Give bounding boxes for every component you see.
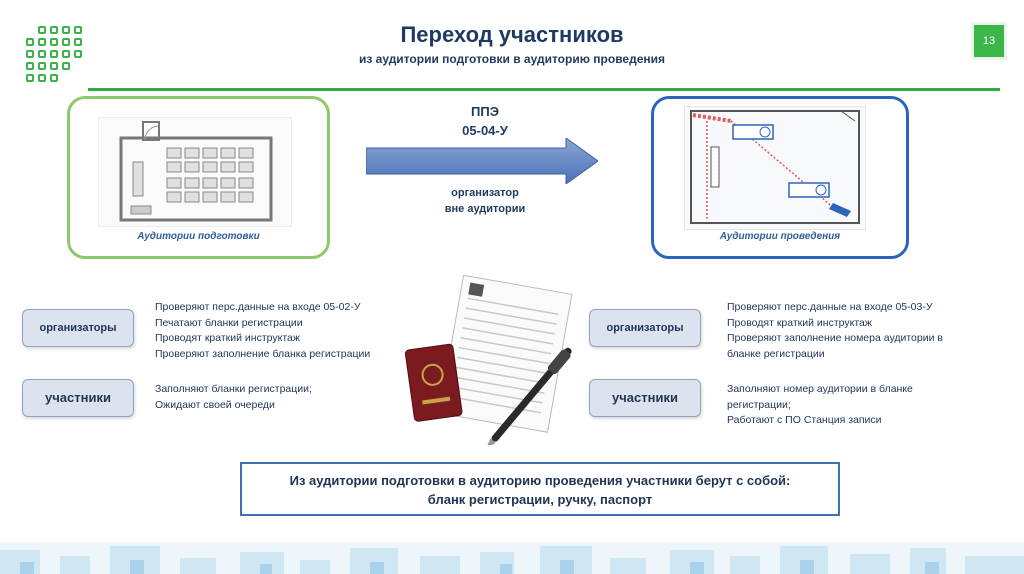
left-participants-label: участники	[22, 379, 134, 417]
left-organizers-label: организаторы	[22, 309, 134, 347]
list-item: Проводят краткий инструктаж	[155, 332, 300, 344]
organizer-outside-line1: организатор	[451, 187, 519, 199]
notice-line-1: Из аудитории подготовки в аудиторию проведения участники берут с собой:	[289, 473, 791, 488]
list-item: Проверяют перс.данные на входе 05-02-У	[155, 301, 361, 313]
exam-room-floorplan-image	[684, 106, 866, 230]
list-item: Проверяют заполнение номера аудитории в	[727, 332, 943, 344]
list-item: Печатают бланки регистрации	[155, 316, 303, 329]
right-participants-label: участники	[589, 379, 701, 417]
header-divider	[88, 88, 1000, 91]
page-title: Переход участников	[400, 22, 624, 47]
right-organizers-label: организаторы	[589, 309, 701, 347]
left-organizers-tasks	[155, 300, 370, 362]
documents-passport-pen-image	[402, 275, 592, 445]
list-item: Проводят краткий инструктаж	[727, 316, 872, 329]
list-item: Ожидают своей очереди	[155, 398, 275, 411]
notice-line-2: бланк регистрации, ручку, паспорт	[427, 492, 653, 507]
right-organizers-tasks	[727, 300, 943, 362]
arrow-right-icon	[366, 138, 598, 184]
ppe-code: 05-04-У	[462, 123, 508, 138]
list-item: Работают с ПО Станция записи	[727, 414, 882, 426]
list-item: бланке регистрации	[727, 347, 825, 360]
organizer-outside-line2: вне аудитории	[444, 203, 526, 215]
prep-room-caption: Аудитории подготовки	[137, 231, 260, 242]
notice-box	[240, 462, 840, 516]
right-participants-tasks	[727, 382, 913, 429]
list-item: Заполняют бланки регистрации;	[155, 383, 312, 395]
page-number-badge: 13	[971, 22, 1007, 60]
ppe-label: ППЭ	[471, 104, 499, 119]
list-item: регистрации;	[727, 398, 791, 411]
prep-room-floorplan-image	[98, 117, 292, 227]
footer-decoration	[0, 542, 1024, 574]
list-item: Проверяют перс.данные на входе 05-03-У	[727, 301, 933, 313]
left-participants-tasks	[155, 382, 312, 413]
exam-room-caption: Аудитории проведения	[719, 231, 841, 242]
list-item: Проверяют заполнение бланка регистрации	[155, 347, 371, 360]
list-item: Заполняют номер аудитории в бланке	[727, 383, 913, 395]
page-subtitle: из аудитории подготовки в аудиторию проведения	[358, 52, 666, 66]
